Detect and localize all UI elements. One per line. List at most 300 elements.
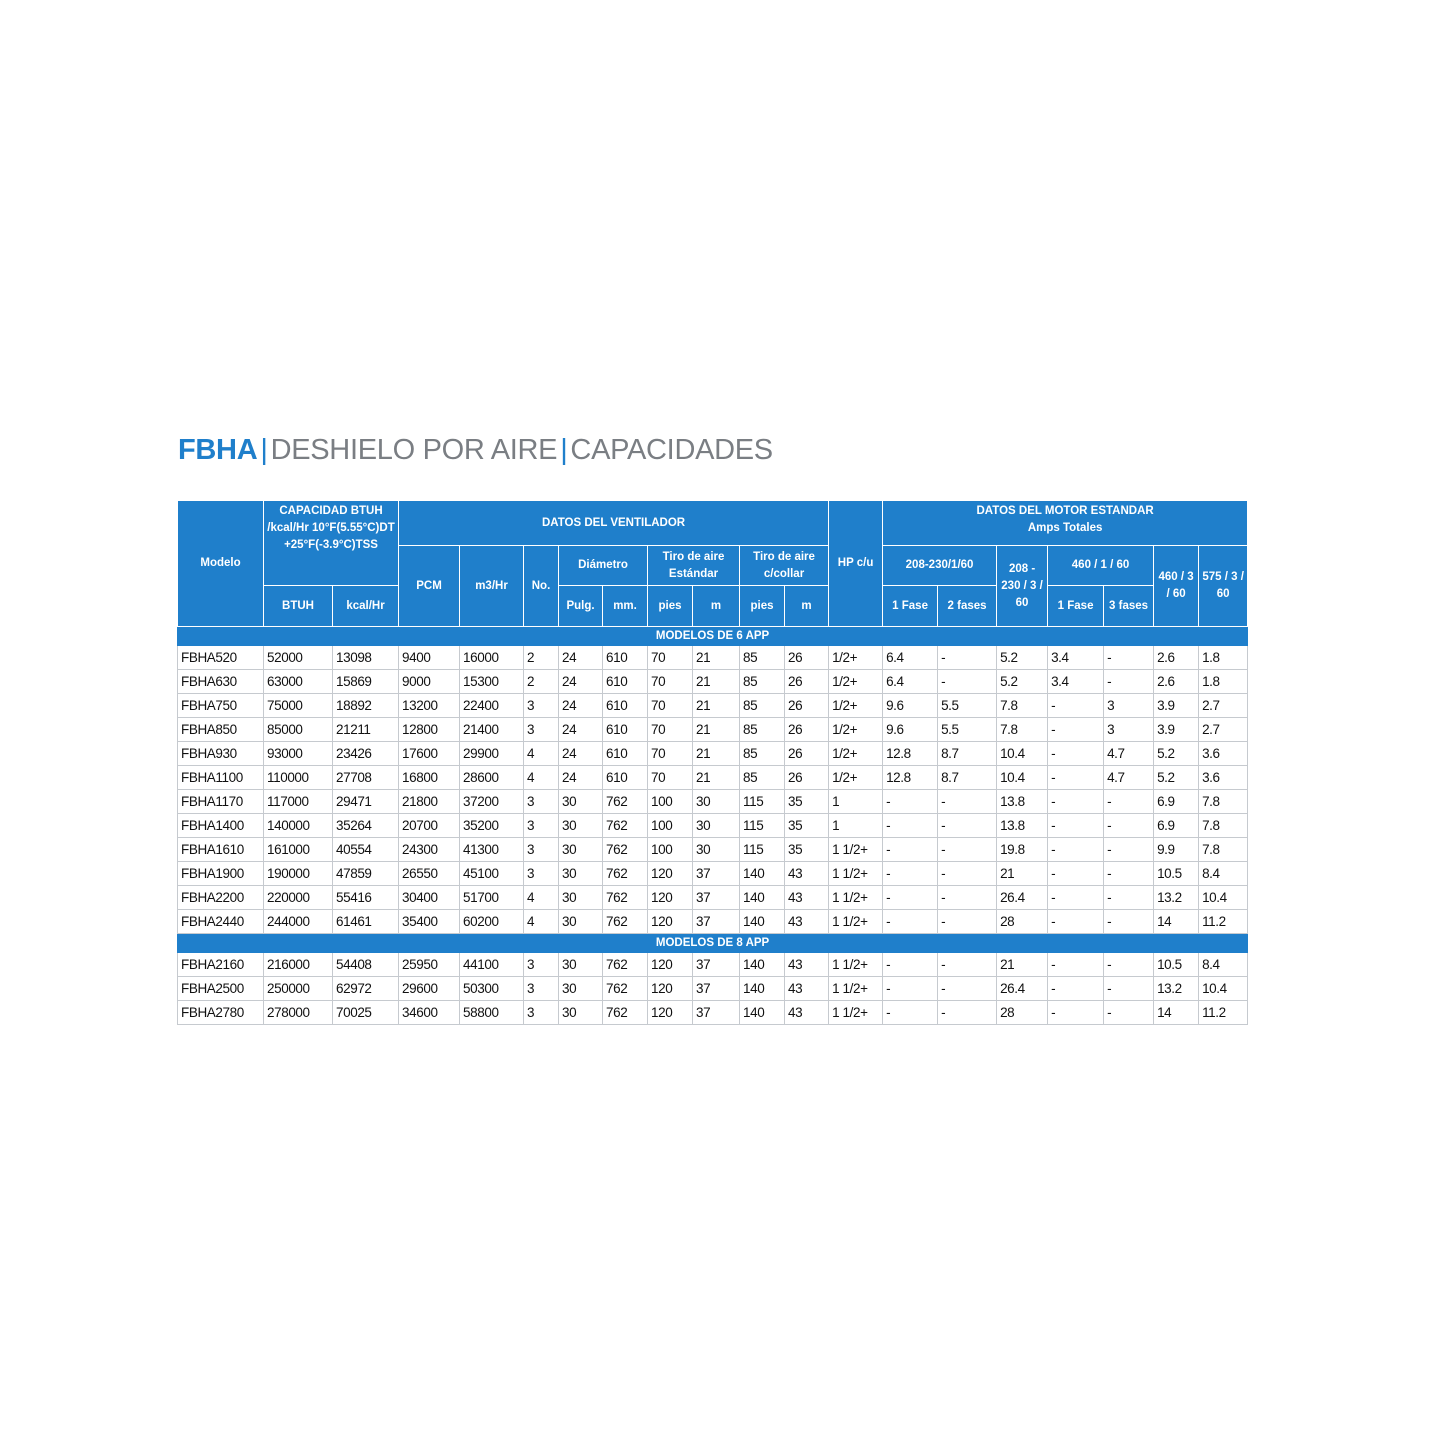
table-cell: 35200 bbox=[460, 814, 524, 838]
model-cell: FBHA1900 bbox=[178, 862, 264, 886]
table-cell: 8.4 bbox=[1199, 953, 1248, 977]
model-cell: FBHA1170 bbox=[178, 790, 264, 814]
header-datos-motor bbox=[883, 501, 1248, 546]
table-cell: 85000 bbox=[264, 718, 333, 742]
header-1-fase-208: 1 Fase bbox=[883, 586, 938, 627]
table-cell: 120 bbox=[648, 886, 693, 910]
table-cell: 24 bbox=[559, 670, 603, 694]
table-cell: 3.4 bbox=[1048, 670, 1104, 694]
title-brand: FBHA bbox=[178, 434, 258, 466]
table-cell: 1 bbox=[829, 814, 883, 838]
table-cell: - bbox=[883, 910, 938, 934]
table-cell: 3.9 bbox=[1154, 718, 1199, 742]
table-cell: 10.4 bbox=[1199, 977, 1248, 1001]
table-cell: 70 bbox=[648, 646, 693, 670]
table-cell: 21 bbox=[997, 953, 1048, 977]
section-row bbox=[178, 627, 1248, 646]
table-cell: 140 bbox=[740, 910, 785, 934]
table-cell: 26 bbox=[785, 670, 829, 694]
header-1-fase-460: 1 Fase bbox=[1048, 586, 1104, 627]
table-cell: 3 bbox=[524, 1001, 559, 1025]
page-title bbox=[178, 430, 773, 470]
table-cell: 21 bbox=[693, 718, 740, 742]
table-cell: 3 bbox=[524, 953, 559, 977]
model-cell: FBHA2440 bbox=[178, 910, 264, 934]
table-cell: 2.7 bbox=[1199, 718, 1248, 742]
table-cell: 115 bbox=[740, 814, 785, 838]
table-cell: 21 bbox=[693, 670, 740, 694]
model-cell: FBHA850 bbox=[178, 718, 264, 742]
table-cell: 28600 bbox=[460, 766, 524, 790]
table-cell: 1 1/2+ bbox=[829, 953, 883, 977]
table-cell: 1 1/2+ bbox=[829, 977, 883, 1001]
table-cell: 9.9 bbox=[1154, 838, 1199, 862]
table-cell: - bbox=[1104, 646, 1154, 670]
table-cell: 3 bbox=[524, 790, 559, 814]
table-cell: 24 bbox=[559, 766, 603, 790]
table-cell: 13200 bbox=[399, 694, 460, 718]
table-cell: 43 bbox=[785, 953, 829, 977]
table-cell: 3 bbox=[524, 718, 559, 742]
table-cell: 5.2 bbox=[1154, 766, 1199, 790]
table-cell: 17600 bbox=[399, 742, 460, 766]
model-cell: FBHA2780 bbox=[178, 1001, 264, 1025]
table-cell: 24 bbox=[559, 646, 603, 670]
table-cell: 26 bbox=[785, 646, 829, 670]
table-row bbox=[178, 766, 1248, 790]
model-cell: FBHA2500 bbox=[178, 977, 264, 1001]
table-cell: 26 bbox=[785, 766, 829, 790]
table-cell: 140000 bbox=[264, 814, 333, 838]
table-cell: 610 bbox=[603, 694, 648, 718]
table-cell: 26 bbox=[785, 718, 829, 742]
header-575-3-60: 575 / 3 / 60 bbox=[1199, 546, 1248, 627]
table-cell: 7.8 bbox=[1199, 814, 1248, 838]
table-cell: 37 bbox=[693, 977, 740, 1001]
header-460-1-60: 460 / 1 / 60 bbox=[1048, 546, 1154, 586]
table-cell: - bbox=[1104, 838, 1154, 862]
table-cell: - bbox=[883, 1001, 938, 1025]
table-cell: 35400 bbox=[399, 910, 460, 934]
table-cell: 30 bbox=[559, 953, 603, 977]
table-cell: 5.2 bbox=[997, 670, 1048, 694]
table-cell: 30 bbox=[559, 838, 603, 862]
table-cell: 4 bbox=[524, 742, 559, 766]
title-separator: | bbox=[260, 434, 268, 466]
table-cell: 6.9 bbox=[1154, 814, 1199, 838]
header-pulg: Pulg. bbox=[559, 586, 603, 627]
table-cell: 1/2+ bbox=[829, 742, 883, 766]
title-part1: DESHIELO POR AIRE bbox=[270, 434, 558, 466]
table-cell: - bbox=[938, 790, 997, 814]
table-cell: 70 bbox=[648, 742, 693, 766]
table-cell: 278000 bbox=[264, 1001, 333, 1025]
table-cell: 5.2 bbox=[1154, 742, 1199, 766]
table-row bbox=[178, 670, 1248, 694]
table-cell: 8.7 bbox=[938, 742, 997, 766]
table-cell: 2.6 bbox=[1154, 646, 1199, 670]
header-pies-collar: pies bbox=[740, 586, 785, 627]
table-cell: - bbox=[883, 862, 938, 886]
table-cell: - bbox=[1048, 814, 1104, 838]
table-cell: 4 bbox=[524, 886, 559, 910]
table-cell: 24 bbox=[559, 718, 603, 742]
table-cell: 10.4 bbox=[997, 766, 1048, 790]
table-cell: 37 bbox=[693, 953, 740, 977]
header-btuh: BTUH bbox=[264, 586, 333, 627]
table-cell: 27708 bbox=[333, 766, 399, 790]
table-cell: 10.4 bbox=[997, 742, 1048, 766]
table-cell: 1 bbox=[829, 790, 883, 814]
table-cell: 140 bbox=[740, 977, 785, 1001]
table-row bbox=[178, 886, 1248, 910]
table-cell: - bbox=[938, 646, 997, 670]
table-cell: 110000 bbox=[264, 766, 333, 790]
header-kcalhr: kcal/Hr bbox=[333, 586, 399, 627]
table-cell: 35 bbox=[785, 838, 829, 862]
table-cell: 12.8 bbox=[883, 742, 938, 766]
header-diametro: Diámetro bbox=[559, 546, 648, 586]
header-208-230-3-60: 208 - 230 / 3 / 60 bbox=[997, 546, 1048, 627]
table-row bbox=[178, 694, 1248, 718]
table-cell: 6.9 bbox=[1154, 790, 1199, 814]
table-cell: 37 bbox=[693, 910, 740, 934]
table-cell: 610 bbox=[603, 766, 648, 790]
table-cell: 1 1/2+ bbox=[829, 838, 883, 862]
table-cell: 40554 bbox=[333, 838, 399, 862]
table-row bbox=[178, 646, 1248, 670]
table-cell: 140 bbox=[740, 1001, 785, 1025]
table-cell: 1/2+ bbox=[829, 670, 883, 694]
table-cell: 23426 bbox=[333, 742, 399, 766]
table-cell: 610 bbox=[603, 646, 648, 670]
table-cell: - bbox=[1048, 742, 1104, 766]
table-cell: 24 bbox=[559, 694, 603, 718]
table-cell: 14 bbox=[1154, 910, 1199, 934]
table-cell: 5.5 bbox=[938, 718, 997, 742]
section-label: MODELOS DE 6 APP bbox=[178, 627, 1248, 646]
table-cell: 5.2 bbox=[997, 646, 1048, 670]
table-cell: - bbox=[938, 953, 997, 977]
table-cell: 8.7 bbox=[938, 766, 997, 790]
table-cell: 30 bbox=[559, 977, 603, 1001]
table-cell: - bbox=[938, 670, 997, 694]
table-cell: 12800 bbox=[399, 718, 460, 742]
table-cell: - bbox=[938, 886, 997, 910]
table-cell: 762 bbox=[603, 838, 648, 862]
table-cell: - bbox=[1048, 766, 1104, 790]
table-cell: 70025 bbox=[333, 1001, 399, 1025]
table-cell: 762 bbox=[603, 1001, 648, 1025]
model-cell: FBHA750 bbox=[178, 694, 264, 718]
table-cell: - bbox=[1104, 1001, 1154, 1025]
table-cell: 6.4 bbox=[883, 670, 938, 694]
header-m-estandar: m bbox=[693, 586, 740, 627]
table-cell: 762 bbox=[603, 953, 648, 977]
table-cell: 13.2 bbox=[1154, 977, 1199, 1001]
table-header bbox=[178, 501, 1248, 627]
table-cell: 100 bbox=[648, 790, 693, 814]
table-cell: 93000 bbox=[264, 742, 333, 766]
table-cell: 41300 bbox=[460, 838, 524, 862]
table-cell: 10.5 bbox=[1154, 953, 1199, 977]
table-cell: 610 bbox=[603, 742, 648, 766]
table-cell: 30 bbox=[559, 790, 603, 814]
table-cell: - bbox=[1104, 814, 1154, 838]
table-cell: 85 bbox=[740, 694, 785, 718]
table-cell: 10.5 bbox=[1154, 862, 1199, 886]
header-tiro-collar: Tiro de aire c/collar bbox=[740, 546, 829, 586]
table-cell: 21 bbox=[693, 646, 740, 670]
table-cell: 43 bbox=[785, 862, 829, 886]
table-cell: 20700 bbox=[399, 814, 460, 838]
table-cell: 29900 bbox=[460, 742, 524, 766]
table-cell: 28 bbox=[997, 1001, 1048, 1025]
table-cell: 43 bbox=[785, 886, 829, 910]
table-cell: 8.4 bbox=[1199, 862, 1248, 886]
table-cell: 70 bbox=[648, 694, 693, 718]
table-cell: 9.6 bbox=[883, 718, 938, 742]
table-cell: 47859 bbox=[333, 862, 399, 886]
table-cell: 120 bbox=[648, 910, 693, 934]
table-cell: 4.7 bbox=[1104, 766, 1154, 790]
table-cell: 43 bbox=[785, 910, 829, 934]
model-cell: FBHA2160 bbox=[178, 953, 264, 977]
table-cell: 85 bbox=[740, 670, 785, 694]
header-mm: mm. bbox=[603, 586, 648, 627]
table-cell: 140 bbox=[740, 862, 785, 886]
table-cell: 16000 bbox=[460, 646, 524, 670]
table-cell: - bbox=[883, 814, 938, 838]
table-cell: 37 bbox=[693, 862, 740, 886]
table-cell: 16800 bbox=[399, 766, 460, 790]
table-cell: 7.8 bbox=[1199, 790, 1248, 814]
table-cell: 30 bbox=[693, 838, 740, 862]
table-cell: 762 bbox=[603, 814, 648, 838]
table-cell: 44100 bbox=[460, 953, 524, 977]
title-separator: | bbox=[560, 434, 568, 466]
table-cell: 30 bbox=[559, 814, 603, 838]
table-row bbox=[178, 790, 1248, 814]
table-cell: 21 bbox=[693, 742, 740, 766]
table-cell: 115 bbox=[740, 790, 785, 814]
table-cell: 1.8 bbox=[1199, 670, 1248, 694]
table-cell: - bbox=[1048, 718, 1104, 742]
section-label: MODELOS DE 8 APP bbox=[178, 934, 1248, 953]
header-pies-estandar: pies bbox=[648, 586, 693, 627]
table-cell: - bbox=[883, 977, 938, 1001]
table-cell: 29471 bbox=[333, 790, 399, 814]
table-cell: 2.6 bbox=[1154, 670, 1199, 694]
table-cell: 21800 bbox=[399, 790, 460, 814]
table-cell: - bbox=[883, 838, 938, 862]
table-cell: 85 bbox=[740, 646, 785, 670]
table-cell: - bbox=[938, 977, 997, 1001]
table-cell: 117000 bbox=[264, 790, 333, 814]
table-cell: 43 bbox=[785, 1001, 829, 1025]
table-cell: 26550 bbox=[399, 862, 460, 886]
table-cell: - bbox=[1048, 694, 1104, 718]
table-cell: 762 bbox=[603, 790, 648, 814]
table-cell: 37 bbox=[693, 886, 740, 910]
table-cell: 250000 bbox=[264, 977, 333, 1001]
table-cell: 4 bbox=[524, 766, 559, 790]
table-cell: 70 bbox=[648, 766, 693, 790]
table-cell: - bbox=[1104, 953, 1154, 977]
table-cell: 11.2 bbox=[1199, 1001, 1248, 1025]
table-cell: 30 bbox=[559, 910, 603, 934]
table-cell: 244000 bbox=[264, 910, 333, 934]
table-cell: 4 bbox=[524, 910, 559, 934]
table-cell: - bbox=[1048, 790, 1104, 814]
table-cell: 120 bbox=[648, 862, 693, 886]
table-cell: 3.9 bbox=[1154, 694, 1199, 718]
title-part2: CAPACIDADES bbox=[570, 434, 773, 466]
table-cell: 35 bbox=[785, 814, 829, 838]
header-tiro-estandar: Tiro de aire Estándar bbox=[648, 546, 740, 586]
table-cell: 3 bbox=[524, 977, 559, 1001]
header-datos-ventilador: DATOS DEL VENTILADOR bbox=[399, 501, 829, 546]
table-cell: 140 bbox=[740, 953, 785, 977]
table-cell: 51700 bbox=[460, 886, 524, 910]
table-cell: 30 bbox=[693, 814, 740, 838]
table-cell: 140 bbox=[740, 886, 785, 910]
table-cell: 75000 bbox=[264, 694, 333, 718]
table-cell: 9400 bbox=[399, 646, 460, 670]
table-cell: 2 bbox=[524, 646, 559, 670]
table-cell: 9.6 bbox=[883, 694, 938, 718]
table-cell: 3.6 bbox=[1199, 766, 1248, 790]
table-cell: - bbox=[883, 790, 938, 814]
table-cell: - bbox=[883, 886, 938, 910]
table-cell: 21 bbox=[693, 766, 740, 790]
table-cell: 120 bbox=[648, 953, 693, 977]
table-cell: 13098 bbox=[333, 646, 399, 670]
table-cell: 762 bbox=[603, 910, 648, 934]
table-row bbox=[178, 910, 1248, 934]
capacity-table bbox=[177, 500, 1248, 1025]
table-cell: 9000 bbox=[399, 670, 460, 694]
table-cell: 13.8 bbox=[997, 814, 1048, 838]
table-cell: 7.8 bbox=[997, 718, 1048, 742]
table-cell: 18892 bbox=[333, 694, 399, 718]
table-cell: 7.8 bbox=[1199, 838, 1248, 862]
table-cell: 30 bbox=[693, 790, 740, 814]
table-cell: 21400 bbox=[460, 718, 524, 742]
table-cell: 11.2 bbox=[1199, 910, 1248, 934]
header-datos-motor-title: DATOS DEL MOTOR ESTANDAR bbox=[976, 505, 1154, 517]
table-cell: 25950 bbox=[399, 953, 460, 977]
table-cell: 220000 bbox=[264, 886, 333, 910]
table-cell: 100 bbox=[648, 838, 693, 862]
table-cell: 34600 bbox=[399, 1001, 460, 1025]
table-cell: 58800 bbox=[460, 1001, 524, 1025]
model-cell: FBHA630 bbox=[178, 670, 264, 694]
table-row bbox=[178, 742, 1248, 766]
table-cell: 13.2 bbox=[1154, 886, 1199, 910]
header-m3hr: m3/Hr bbox=[460, 546, 524, 627]
header-modelo: Modelo bbox=[178, 501, 264, 627]
table-cell: 3 bbox=[1104, 718, 1154, 742]
table-cell: 37200 bbox=[460, 790, 524, 814]
header-pcm: PCM bbox=[399, 546, 460, 627]
table-cell: 1/2+ bbox=[829, 694, 883, 718]
table-cell: 1 1/2+ bbox=[829, 1001, 883, 1025]
table-cell: 19.8 bbox=[997, 838, 1048, 862]
table-cell: - bbox=[1104, 910, 1154, 934]
table-cell: 120 bbox=[648, 1001, 693, 1025]
table-cell: 70 bbox=[648, 670, 693, 694]
table-cell: 1/2+ bbox=[829, 718, 883, 742]
table-cell: 21211 bbox=[333, 718, 399, 742]
table-cell: 5.5 bbox=[938, 694, 997, 718]
table-cell: - bbox=[1048, 910, 1104, 934]
table-cell: 3 bbox=[1104, 694, 1154, 718]
table-cell: 13.8 bbox=[997, 790, 1048, 814]
table-cell: 762 bbox=[603, 977, 648, 1001]
table-cell: - bbox=[1048, 1001, 1104, 1025]
header-3-fases-460: 3 fases bbox=[1104, 586, 1154, 627]
table-cell: 60200 bbox=[460, 910, 524, 934]
table-cell: 26.4 bbox=[997, 977, 1048, 1001]
table-cell: 610 bbox=[603, 670, 648, 694]
table-cell: 115 bbox=[740, 838, 785, 862]
model-cell: FBHA2200 bbox=[178, 886, 264, 910]
table-cell: 55416 bbox=[333, 886, 399, 910]
table-cell: 26.4 bbox=[997, 886, 1048, 910]
table-cell: 1 1/2+ bbox=[829, 910, 883, 934]
header-capacidad: CAPACIDAD BTUH /kcal/Hr 10°F(5.55°C)DT +25°F(-3.9°C)TSS bbox=[264, 501, 399, 586]
table-cell: 1/2+ bbox=[829, 766, 883, 790]
table-cell: 3 bbox=[524, 694, 559, 718]
table-cell: 6.4 bbox=[883, 646, 938, 670]
table-row bbox=[178, 718, 1248, 742]
table-cell: - bbox=[1048, 953, 1104, 977]
table-cell: 2 bbox=[524, 670, 559, 694]
table-cell: 30 bbox=[559, 862, 603, 886]
table-cell: 3 bbox=[524, 862, 559, 886]
table-cell: 21 bbox=[997, 862, 1048, 886]
table-cell: 24300 bbox=[399, 838, 460, 862]
table-cell: 85 bbox=[740, 742, 785, 766]
table-cell: - bbox=[1104, 670, 1154, 694]
table-cell: 762 bbox=[603, 862, 648, 886]
table-row bbox=[178, 838, 1248, 862]
table-cell: 15300 bbox=[460, 670, 524, 694]
table-cell: 14 bbox=[1154, 1001, 1199, 1025]
table-cell: 3 bbox=[524, 814, 559, 838]
table-row bbox=[178, 862, 1248, 886]
table-cell: 30 bbox=[559, 1001, 603, 1025]
table-cell: 28 bbox=[997, 910, 1048, 934]
table-cell: 43 bbox=[785, 977, 829, 1001]
table-cell: - bbox=[938, 1001, 997, 1025]
model-cell: FBHA1610 bbox=[178, 838, 264, 862]
table-cell: 22400 bbox=[460, 694, 524, 718]
table-cell: 3 bbox=[524, 838, 559, 862]
table-cell: 3.4 bbox=[1048, 646, 1104, 670]
table-cell: - bbox=[938, 862, 997, 886]
table-cell: 61461 bbox=[333, 910, 399, 934]
table-cell: 4.7 bbox=[1104, 742, 1154, 766]
table-cell: 762 bbox=[603, 886, 648, 910]
table-row bbox=[178, 814, 1248, 838]
table-cell: - bbox=[1048, 977, 1104, 1001]
table-cell: - bbox=[938, 838, 997, 862]
table-cell: 21 bbox=[693, 694, 740, 718]
table-cell: 190000 bbox=[264, 862, 333, 886]
table-cell: - bbox=[1048, 886, 1104, 910]
